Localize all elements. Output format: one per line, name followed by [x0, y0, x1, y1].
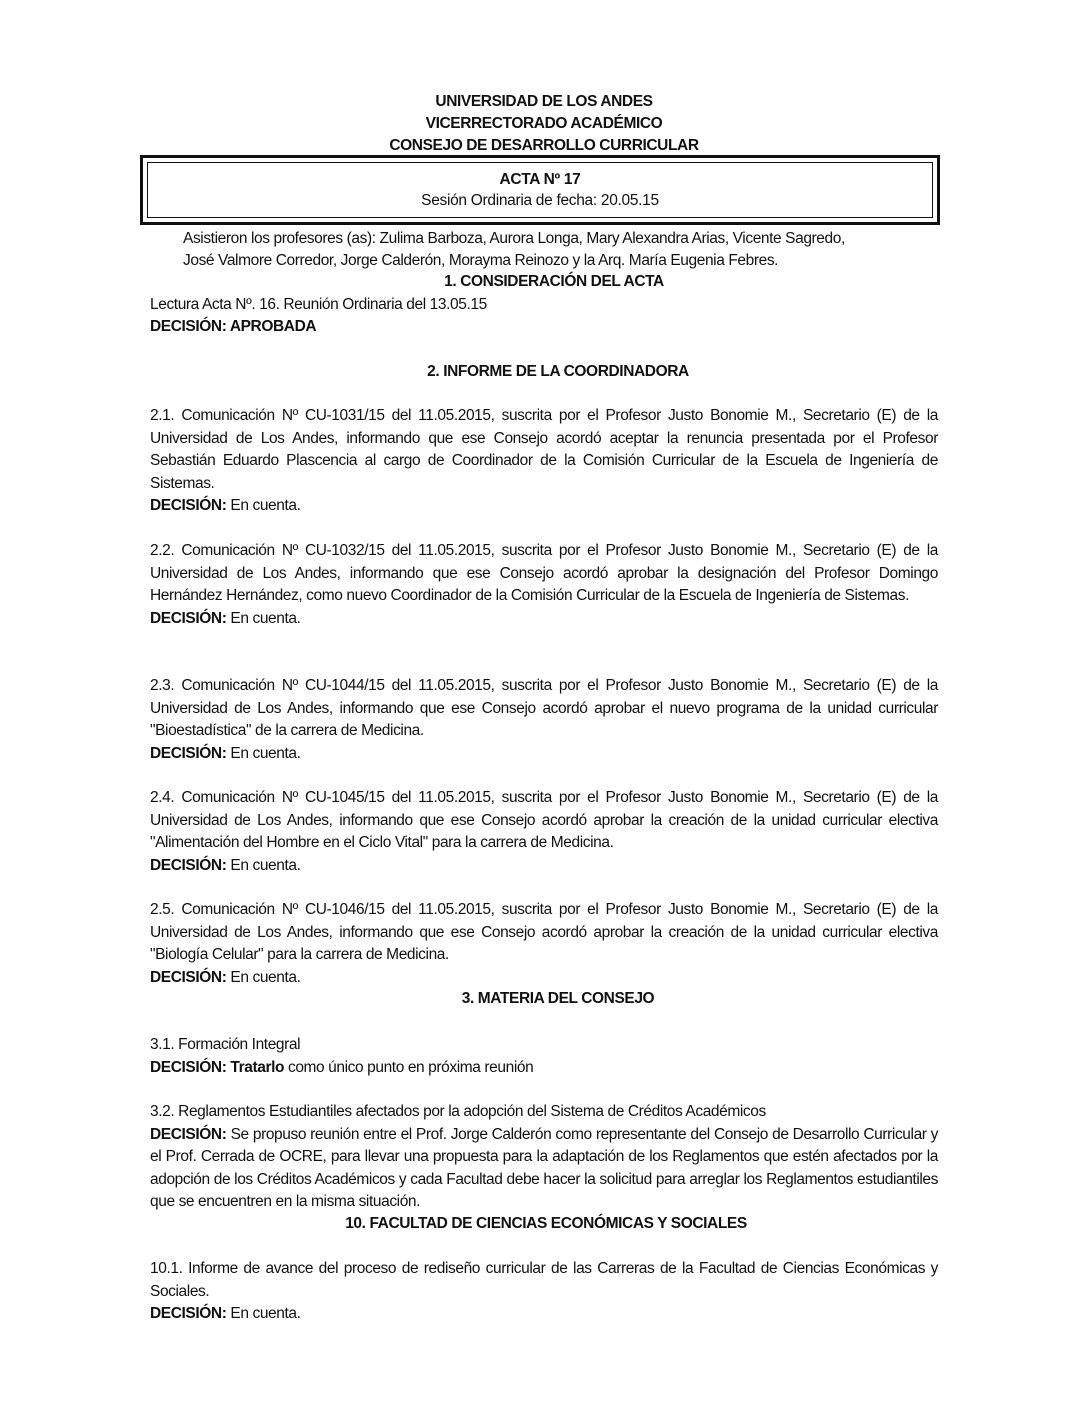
decision-label: DECISIÓN:	[150, 497, 227, 514]
item-3-1-decision-rest: como único punto en próxima reunión	[284, 1058, 534, 1076]
item-3-2-text: 3.2. Reglamentos Estudiantiles afectados por la adopción del Sistema de Créditos Académicos	[150, 1103, 766, 1120]
item-2-3-text: 2.3. Comunicación Nº CU-1044/15 del 11.05.2015, suscrita por el Profesor Justo Bonomie M., Secretario (E) de la Universidad de Los Andes, informando que ese Consejo acordó aprobar el nuevo programa de la unidad curricular "Bioestadística" de la carrera de Medicina.	[150, 677, 938, 739]
item-2-2	[150, 540, 938, 630]
header-vicerrectorado: VICERRECTORADO ACADÉMICO	[425, 115, 663, 132]
decision-label: DECISIÓN:	[150, 1058, 227, 1076]
section1-text: Lectura Acta Nº. 16. Reunión Ordinaria del 13.05.15	[150, 296, 487, 313]
section10-heading: 10. FACULTAD DE CIENCIAS ECONÓMICAS Y SOCIALES	[345, 1215, 747, 1232]
section1-decision: DECISIÓN: APROBADA	[150, 318, 317, 335]
item-3-1	[150, 1034, 938, 1079]
decision-label: DECISIÓN:	[150, 856, 227, 874]
acta-title: ACTA Nº 17	[499, 171, 581, 188]
header-consejo: CONSEJO DE DESARROLLO CURRICULAR	[389, 137, 699, 154]
item-2-1	[150, 405, 938, 518]
item-2-5-decision: En cuenta.	[226, 968, 301, 986]
decision-label: DECISIÓN:	[150, 1125, 227, 1143]
attendance-line-1: Asistieron los profesores (as): Zulima Barboza, Aurora Longa, Mary Alexandra Arias, Vicente Sagredo,	[183, 230, 845, 247]
item-2-2-decision: En cuenta.	[226, 609, 301, 627]
item-2-3-decision: En cuenta.	[226, 744, 301, 762]
decision-label: DECISIÓN:	[150, 1305, 227, 1322]
section2-heading: 2. INFORME DE LA COORDINADORA	[427, 363, 689, 380]
item-2-4-decision: En cuenta.	[226, 856, 301, 874]
item-10-1-decision: En cuenta.	[226, 1305, 301, 1322]
item-2-1-decision: En cuenta.	[226, 497, 301, 514]
acta-box-inner	[147, 162, 933, 218]
attendance-line-2: José Valmore Corredor, Jorge Calderón, Morayma Reinozo y la Arq. María Eugenia Febres.	[183, 252, 779, 269]
item-2-3	[150, 675, 938, 765]
item-2-5	[150, 899, 938, 989]
decision-label: DECISIÓN:	[150, 744, 227, 762]
item-2-4	[150, 787, 938, 877]
item-3-2	[150, 1101, 938, 1214]
item-2-4-text: 2.4. Comunicación Nº CU-1045/15 del 11.05.2015, suscrita por el Profesor Justo Bonomie M., Secretario (E) de la Universidad de Los Andes, informando que ese Consejo acordó aprobar la creación de la unidad curricular electiva "Alimentación del Hombre en el Ciclo Vital" para la carrera de Medicina.	[150, 789, 938, 851]
header-university: UNIVERSIDAD DE LOS ANDES	[435, 93, 653, 110]
decision-label: DECISIÓN:	[150, 968, 227, 986]
acta-session: Sesión Ordinaria de fecha: 20.05.15	[421, 192, 659, 209]
item-2-5-text: 2.5. Comunicación Nº CU-1046/15 del 11.05.2015, suscrita por el Profesor Justo Bonomie M., Secretario (E) de la Universidad de Los Andes, informando que ese Consejo acordó aprobar la creación de la unidad curricular electiva "Biología Celular" para la carrera de Medicina.	[150, 901, 938, 963]
decision-label: DECISIÓN:	[150, 609, 227, 627]
item-10-1	[150, 1258, 938, 1326]
item-2-1-text: 2.1. Comunicación Nº CU-1031/15 del 11.05.2015, suscrita por el Profesor Justo Bonomie M., Secretario (E) de la Universidad de Los Andes, informando que ese Consejo acordó aceptar la renuncia presentada por el Profesor Sebastián Eduardo Plascencia al cargo de Coordinador de la Comisión Curricular de la Escuela de Ingeniería de Sistemas.	[150, 407, 938, 492]
acta-box	[140, 155, 940, 225]
section1-heading: 1. CONSIDERACIÓN DEL ACTA	[444, 273, 664, 290]
section3-heading: 3. MATERIA DEL CONSEJO	[461, 990, 655, 1007]
item-3-1-text: 3.1. Formación Integral	[150, 1036, 301, 1053]
item-3-1-decision-bold: Tratarlo	[226, 1058, 285, 1076]
item-3-2-decision: Se propuso reunión entre el Prof. Jorge Calderón como representante del Consejo de Desarrollo Curricular y el Prof. Cerrada de OCRE, para llevar una propuesta para la adaptación de los Reglamentos que estén afectados por la adopción de los Créditos Académicos y cada Facultad debe hacer la solicitud para arreglar los Reglamentos estudiantiles que se encuentren en la misma situación.	[150, 1125, 938, 1210]
item-2-2-text: 2.2. Comunicación Nº CU-1032/15 del 11.05.2015, suscrita por el Profesor Justo Bonomie M., Secretario (E) de la Universidad de Los Andes, informando que ese Consejo acordó aprobar la designación del Profesor Domingo Hernández Hernández, como nuevo Coordinador de la Comisión Curricular de la Escuela de Ingeniería de Sistemas.	[150, 542, 938, 604]
item-10-1-text: 10.1. Informe de avance del proceso de rediseño curricular de las Carreras de la Facultad de Ciencias Económicas y Sociales.	[150, 1260, 938, 1300]
